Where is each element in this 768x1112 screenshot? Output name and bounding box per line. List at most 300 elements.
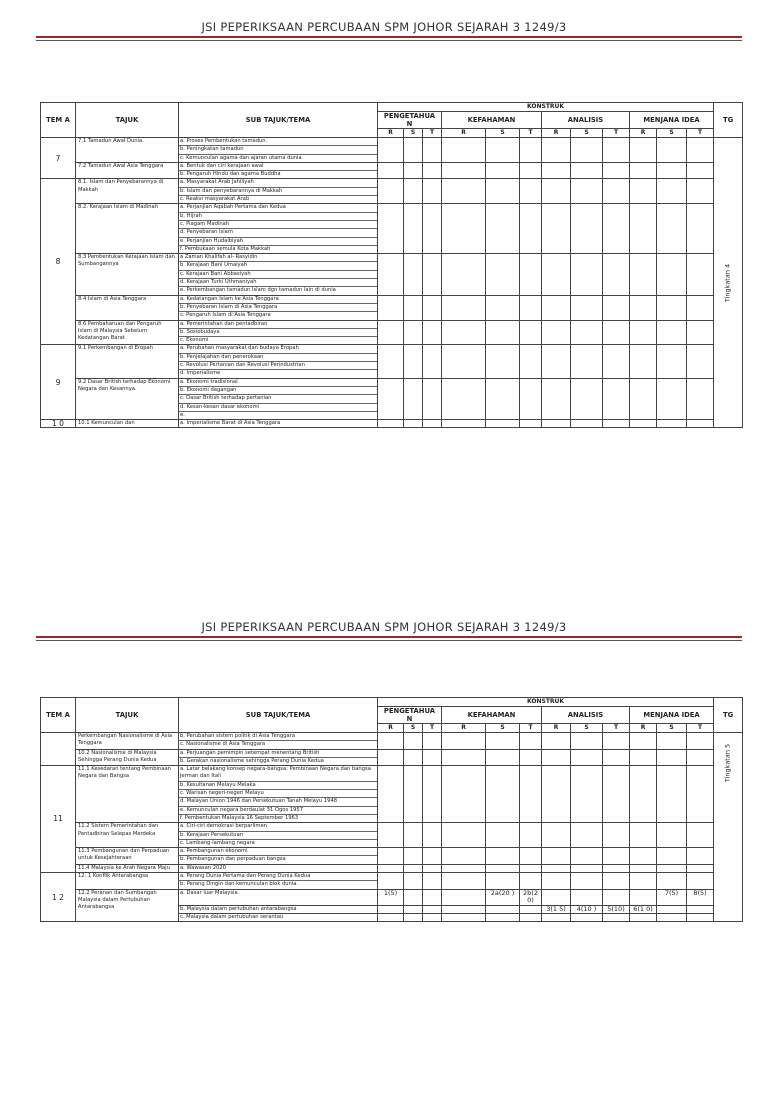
subtajuk-item: b. Kerajaan Persekutuan <box>179 832 377 840</box>
table-row <box>41 848 743 865</box>
mark-cell-pt <box>423 848 442 865</box>
mark-cell-ar <box>542 345 571 378</box>
mark-cell-kt <box>520 420 542 428</box>
mark-cell-ps <box>404 254 423 295</box>
header-t: T <box>520 724 542 733</box>
header-konstruk: KONSTRUK <box>378 698 714 707</box>
subtajuk-item: b. Penjelajahan dan penerokaan <box>179 354 377 362</box>
mark-cell-mt <box>687 138 714 163</box>
mark-cell-as <box>571 848 603 865</box>
subtajuk-item: c. Ekonomi <box>180 337 209 344</box>
mark-cell-mr <box>630 914 657 922</box>
mark-cell-pr <box>378 823 404 848</box>
subtajuk-cell <box>179 914 378 922</box>
subtajuk-item: a. Latar belakang konsep negara-bangsa: Pembinaan Negara dan bangsa Jerman dan Itali <box>179 766 377 782</box>
header-konstruk: KONSTRUK <box>378 103 714 112</box>
tajuk-cell: 7.1 Tamadun Awal Dunia. <box>76 138 179 163</box>
subtajuk-item: a Zaman Khalifah al- Rasyidin <box>179 254 377 262</box>
mark-cell-ks <box>486 345 520 378</box>
table-row <box>41 749 743 766</box>
mark-cell-pt <box>423 254 442 295</box>
header-menjana: MENJANA IDEA <box>630 707 714 724</box>
document-title: JSI PEPERIKSAAN PERCUBAAN SPM JOHOR SEJARAH 3 1249/3 <box>201 20 567 34</box>
subtajuk-item: a. Perubahan masyarakat dan budaya Eropah <box>179 345 377 353</box>
header-s: S <box>404 129 423 138</box>
mark-cell-ms <box>657 254 687 295</box>
tingkatan-cell <box>714 138 743 428</box>
mark-cell-ks <box>486 179 520 204</box>
subtajuk-item: c. Reaksi masyarakat Arab <box>180 196 250 203</box>
tajuk-cell: 11.3 Pembangunan dan Perpaduan untuk Kesejahteraan <box>76 848 179 865</box>
mark-cell-ks <box>486 733 520 750</box>
mark-cell-kr <box>442 138 486 163</box>
mark-cell-mt <box>687 733 714 750</box>
header-r: R <box>630 724 657 733</box>
mark-cell-as <box>571 420 603 428</box>
mark-cell-pt <box>423 138 442 163</box>
header-r: R <box>442 724 486 733</box>
mark-cell-ks <box>486 204 520 254</box>
table-row <box>41 320 743 345</box>
subtajuk-item: b. Kesultanan Melayu Melaka <box>179 782 377 790</box>
header-analisis: ANALISIS <box>542 112 630 129</box>
mark-cell-ms <box>657 873 687 890</box>
mark-cell-ps <box>404 378 423 419</box>
subtajuk-item: c. Dasar British terhadap pertanian <box>179 395 377 403</box>
header-pengetahuan: PENGETAHUA N <box>378 112 442 129</box>
mark-cell-ps <box>404 864 423 872</box>
mark-cell-mr: 6(1 0) <box>630 905 657 914</box>
tajuk-cell: 8.6 Pembaharuan dan Pengaruh Islam di Malaysia Sebelum Kedatangan Barat <box>76 320 179 345</box>
mark-cell-ar <box>542 179 571 204</box>
tajuk-cell: 10.2 Nasionalisme di Malaysia Sehingga Perang Dunia Kedua <box>76 749 179 766</box>
mark-cell-at <box>603 345 630 378</box>
mark-cell-at <box>603 295 630 320</box>
subtajuk-item: f. Pembukaan semula Kota Makkah <box>180 245 271 252</box>
subtajuk-item: b. Pembangunan dan perpaduan bangsa <box>180 856 286 863</box>
mark-cell-at <box>603 823 630 848</box>
mark-cell-pt <box>423 733 442 750</box>
tema-cell: 7 <box>41 138 76 179</box>
subtajuk-item: b. Malaysia dalam pertubuhan antarabangsa <box>180 905 297 912</box>
mark-cell-kr <box>442 914 486 922</box>
mark-cell-ms: 7(5) <box>657 889 687 905</box>
mark-cell-pr <box>378 378 404 419</box>
mark-cell-kt <box>520 914 542 922</box>
mark-cell-mt <box>687 179 714 204</box>
mark-cell-as <box>571 889 603 905</box>
header-t: T <box>603 129 630 138</box>
tema-cell: 1 2 <box>41 873 76 922</box>
mark-cell-as <box>571 914 603 922</box>
tema-cell <box>41 733 76 766</box>
mark-cell-mr <box>630 823 657 848</box>
tajuk-cell: 11.2 Sistem Pemerintahan dan Pentadbiran Selepas Merdeka <box>76 823 179 848</box>
mark-cell-ps <box>404 420 423 428</box>
subtajuk-cell <box>179 873 378 890</box>
subtajuk-cell <box>179 733 378 750</box>
mark-cell-mt: 8(5) <box>687 889 714 905</box>
mark-cell-pr <box>378 179 404 204</box>
header-t: T <box>520 129 542 138</box>
mark-cell-ks <box>486 766 520 823</box>
subtajuk-cell <box>179 345 378 378</box>
mark-cell-kr <box>442 254 486 295</box>
mark-cell-mt <box>687 295 714 320</box>
mark-cell-as <box>571 378 603 419</box>
header-t: T <box>423 129 442 138</box>
mark-cell-ar <box>542 889 571 905</box>
subtajuk-cell <box>179 749 378 766</box>
tajuk-cell: 11.1 Kesedaran tentang Pembinaan Negara dan Bangsa <box>76 766 179 823</box>
subtajuk-cell <box>179 864 378 872</box>
mark-cell-at <box>603 848 630 865</box>
mark-cell-ks <box>486 295 520 320</box>
mark-cell-pt <box>423 766 442 823</box>
mark-cell-pt <box>423 295 442 320</box>
mark-cell-mt <box>687 749 714 766</box>
mark-cell-kr <box>442 905 486 914</box>
mark-cell-at <box>603 162 630 179</box>
mark-cell-pt <box>423 905 442 914</box>
mark-cell-pr <box>378 345 404 378</box>
mark-cell-as <box>571 733 603 750</box>
header-tajuk: TAJUK <box>76 103 179 138</box>
mark-cell-at <box>603 138 630 163</box>
table-row <box>41 733 743 750</box>
subtajuk-item: a. Dasar luar Malaysia <box>180 889 238 896</box>
table-row <box>41 345 743 378</box>
mark-cell-ks: 2a(20 ) <box>486 889 520 905</box>
subtajuk-cell <box>179 162 378 179</box>
mark-cell-as <box>571 749 603 766</box>
mark-cell-ar <box>542 864 571 872</box>
mark-cell-ks <box>486 823 520 848</box>
mark-cell-ar <box>542 295 571 320</box>
mark-cell-kt <box>520 179 542 204</box>
mark-cell-ar <box>542 873 571 890</box>
header-s: S <box>486 129 520 138</box>
mark-cell-mr <box>630 873 657 890</box>
tajuk-cell: Perkembangan Nasionalisme di Asia Tenggara <box>76 733 179 750</box>
mark-cell-at <box>603 766 630 823</box>
mark-cell-kr <box>442 179 486 204</box>
mark-cell-ms <box>657 138 687 163</box>
subtajuk-cell <box>179 138 378 163</box>
mark-cell-at <box>603 378 630 419</box>
mark-cell-mr <box>630 295 657 320</box>
mark-cell-pt <box>423 823 442 848</box>
mark-cell-ps <box>404 766 423 823</box>
table-body-1 <box>41 138 743 428</box>
mark-cell-kr <box>442 864 486 872</box>
subtajuk-cell <box>179 420 378 428</box>
header-kefahaman: KEFAHAMAN <box>442 112 542 129</box>
mark-cell-ar <box>542 914 571 922</box>
table-row <box>41 295 743 320</box>
header-tg: TG <box>714 698 743 733</box>
subtajuk-cell <box>179 378 378 419</box>
subtajuk-item: a. Ekonomi tradisional <box>179 379 377 387</box>
mark-cell-ps <box>404 204 423 254</box>
table-row <box>41 864 743 872</box>
mark-cell-as <box>571 138 603 163</box>
mark-cell-mt <box>687 162 714 179</box>
mark-cell-ar <box>542 138 571 163</box>
mark-cell-as <box>571 823 603 848</box>
mark-cell-at <box>603 864 630 872</box>
mark-cell-ar <box>542 320 571 345</box>
header-tajuk: TAJUK <box>76 698 179 733</box>
subtajuk-item: c. Malaysia dalam pertubuhan serantau <box>180 914 284 921</box>
mark-cell-ms <box>657 823 687 848</box>
subtajuk-item: b. Islam dan penyebarannya di Makkah <box>179 188 377 196</box>
mark-cell-as <box>571 162 603 179</box>
tajuk-cell: 12.2 Peranan dan Sumbangan Malaysia dalam Pertubuhan Antarabangsa <box>76 889 179 922</box>
table-row <box>41 204 743 254</box>
mark-cell-ps <box>404 823 423 848</box>
tajuk-cell: 10.1 Kemunculan dan <box>76 420 179 428</box>
tajuk-cell: 8.2. Kerajaan Islam di Madinah <box>76 204 179 254</box>
mark-cell-pr <box>378 320 404 345</box>
mark-cell-kt <box>520 864 542 872</box>
mark-cell-ms <box>657 864 687 872</box>
mark-cell-mr <box>630 864 657 872</box>
subtajuk-cell <box>179 320 378 345</box>
mark-cell-pr <box>378 420 404 428</box>
mark-cell-ms <box>657 295 687 320</box>
mark-cell-ks <box>486 749 520 766</box>
subtajuk-item: d. Penyebaran Islam <box>179 229 377 237</box>
mark-cell-kt <box>520 848 542 865</box>
mark-cell-ps <box>404 733 423 750</box>
subtajuk-item: e. Perkembangan tamadun Islam dgn tamadun lain di dunia <box>180 287 336 294</box>
subtajuk-item: f. Pembentukan Malaysia 16 September 1963 <box>180 814 299 821</box>
mark-cell-pr <box>378 766 404 823</box>
mark-cell-mr <box>630 138 657 163</box>
mark-cell-pr <box>378 254 404 295</box>
tajuk-cell: 8.1. Islam dan Penyebarannya di Makkah <box>76 179 179 204</box>
mark-cell-ms <box>657 162 687 179</box>
tajuk-cell: 9.2 Dasar British terhadap Ekonomi Negara dan Kesannya. <box>76 378 179 419</box>
mark-cell-ps <box>404 162 423 179</box>
mark-cell-ps <box>404 295 423 320</box>
mark-cell-at <box>603 914 630 922</box>
subtajuk-item: b. Ekonomi dagangan <box>179 387 377 395</box>
mark-cell-mr <box>630 848 657 865</box>
subtajuk-item: a. Perjuangan pemimpin setempat menentang British <box>179 750 377 758</box>
mark-cell-mr <box>630 733 657 750</box>
mark-cell-mt <box>687 864 714 872</box>
mark-cell-ar <box>542 162 571 179</box>
mark-cell-as <box>571 345 603 378</box>
mark-cell-pr <box>378 162 404 179</box>
mark-cell-kr <box>442 162 486 179</box>
table-row <box>41 823 743 848</box>
tingkatan-label: Tingkatan 5 <box>723 743 732 783</box>
table-body-2 <box>41 733 743 922</box>
subtajuk-item: b. Peningkatan tamadun <box>179 146 377 154</box>
mark-cell-at <box>603 179 630 204</box>
mark-cell-mr <box>630 320 657 345</box>
header-r: R <box>630 129 657 138</box>
mark-cell-ms <box>657 766 687 823</box>
mark-cell-pt <box>423 420 442 428</box>
subtajuk-item: b. Perang Dingin dan kemunculan blok dunia. <box>180 881 299 888</box>
mark-cell-kt <box>520 204 542 254</box>
mark-cell-ps <box>404 179 423 204</box>
header-tema: TEM A <box>41 698 76 733</box>
header-s: S <box>404 724 423 733</box>
table-row <box>41 766 743 823</box>
mark-cell-mr <box>630 204 657 254</box>
mark-cell-pt <box>423 864 442 872</box>
subtajuk-item: c. Warisan negeri-negeri Melayu <box>179 790 377 798</box>
mark-cell-mr <box>630 162 657 179</box>
mark-cell-mt <box>687 345 714 378</box>
header-subtajuk: SUB TAJUK/TEMA <box>179 698 378 733</box>
title-rule <box>36 36 742 38</box>
mark-cell-ps <box>404 749 423 766</box>
mark-cell-kt <box>520 749 542 766</box>
mark-cell-ks <box>486 378 520 419</box>
subtajuk-item: c. Lambang-lambang negara <box>180 839 255 846</box>
tema-cell: 8 <box>41 179 76 345</box>
mark-cell-kt <box>520 766 542 823</box>
header-t: T <box>423 724 442 733</box>
subtajuk-item: b. Penyebaran Islam di Asia Tenggara <box>179 304 377 312</box>
subtajuk-item: e. Kemunculan negara berdaulat 31 Ogos 1957 <box>179 807 377 815</box>
mark-cell-pr <box>378 864 404 872</box>
mark-cell-ar <box>542 766 571 823</box>
mark-cell-as <box>571 179 603 204</box>
mark-cell-kr <box>442 749 486 766</box>
mark-cell-at <box>603 204 630 254</box>
subtajuk-item: a. Kedatangan Islam ke Asia Tenggara <box>179 296 377 304</box>
mark-cell-pr <box>378 733 404 750</box>
mark-cell-mr <box>630 179 657 204</box>
mark-cell-ar <box>542 254 571 295</box>
header-r: R <box>542 129 571 138</box>
header-tg: TG <box>714 103 743 138</box>
mark-cell-ms <box>657 914 687 922</box>
tajuk-cell: 11.4 Malaysia ke Arah Negara Maju <box>76 864 179 872</box>
table-row <box>41 162 743 179</box>
subtajuk-item: c. Revolusi Pertanian dan Revolusi Perindustrian <box>179 362 377 370</box>
mark-cell-kr <box>442 733 486 750</box>
header-r: R <box>378 129 404 138</box>
mark-cell-kt: 2b(2 0) <box>520 889 542 905</box>
header-s: S <box>571 724 603 733</box>
mark-cell-pt <box>423 320 442 345</box>
mark-cell-ms <box>657 848 687 865</box>
subtajuk-item: b. Gerakan nasionalisme sehingga Perang Dunia Kedua <box>180 757 324 764</box>
subtajuk-item: c. Piagam Madinah <box>179 221 377 229</box>
mark-cell-at <box>603 733 630 750</box>
jsi-table-2 <box>40 697 743 922</box>
tema-cell: 1 0 <box>41 420 76 428</box>
table-row <box>41 378 743 419</box>
subtajuk-cell <box>179 905 378 914</box>
mark-cell-kr <box>442 378 486 419</box>
mark-cell-kr <box>442 320 486 345</box>
mark-cell-kr <box>442 848 486 865</box>
mark-cell-kr <box>442 766 486 823</box>
mark-cell-mt <box>687 848 714 865</box>
mark-cell-ks <box>486 905 520 914</box>
mark-cell-kt <box>520 320 542 345</box>
mark-cell-pr <box>378 848 404 865</box>
mark-cell-kr <box>442 295 486 320</box>
header-pengetahuan: PENGETAHUA N <box>378 707 442 724</box>
header-r: R <box>378 724 404 733</box>
header-analisis: ANALISIS <box>542 707 630 724</box>
mark-cell-ar: 3(1 5) <box>542 905 571 914</box>
mark-cell-at <box>603 420 630 428</box>
mark-cell-kr <box>442 420 486 428</box>
mark-cell-ps <box>404 138 423 163</box>
subtajuk-item: e. <box>180 411 185 418</box>
subtajuk-cell <box>179 823 378 848</box>
mark-cell-pt <box>423 162 442 179</box>
mark-cell-ks <box>486 162 520 179</box>
mark-cell-as <box>571 295 603 320</box>
mark-cell-kt <box>520 905 542 914</box>
header-s: S <box>571 129 603 138</box>
mark-cell-mr <box>630 889 657 905</box>
mark-cell-ms <box>657 345 687 378</box>
mark-cell-mr <box>630 420 657 428</box>
mark-cell-ar <box>542 204 571 254</box>
mark-cell-kr <box>442 823 486 848</box>
mark-cell-as <box>571 254 603 295</box>
mark-cell-kr <box>442 889 486 905</box>
header-r: R <box>542 724 571 733</box>
mark-cell-kr <box>442 345 486 378</box>
mark-cell-at <box>603 749 630 766</box>
mark-cell-pt <box>423 345 442 378</box>
mark-cell-ks <box>486 864 520 872</box>
subtajuk-item: a. Perjanjian Aqabah Pertama dan Kedua <box>179 204 377 212</box>
mark-cell-ms <box>657 749 687 766</box>
tajuk-cell: 8.4 Islam di Asia Tenggara <box>76 295 179 320</box>
mark-cell-mt <box>687 420 714 428</box>
mark-cell-mt <box>687 905 714 914</box>
subtajuk-item: c. Nasionalisme di Asia Tenggara <box>180 741 266 748</box>
mark-cell-pr <box>378 138 404 163</box>
mark-cell-ps <box>404 889 423 905</box>
mark-cell-mr <box>630 345 657 378</box>
mark-cell-pr <box>378 914 404 922</box>
jsi-table-1 <box>40 102 743 428</box>
mark-cell-kt <box>520 873 542 890</box>
mark-cell-ar <box>542 749 571 766</box>
subtajuk-item: b. Pengaruh Hindu dan agama Buddha <box>180 171 281 178</box>
mark-cell-kr <box>442 204 486 254</box>
mark-cell-kt <box>520 254 542 295</box>
subtajuk-item: a. Masyarakat Arab Jahiliyah <box>179 179 377 187</box>
subtajuk-item: a. Ciri-ciri demokrasi berparlimen <box>179 823 377 831</box>
mark-cell-mr <box>630 378 657 419</box>
page-two <box>0 600 768 1112</box>
mark-cell-pt <box>423 749 442 766</box>
mark-cell-at <box>603 320 630 345</box>
mark-cell-ar <box>542 823 571 848</box>
header-menjana: MENJANA IDEA <box>630 112 714 129</box>
header-r: R <box>442 129 486 138</box>
mark-cell-pt <box>423 873 442 890</box>
title-rule-dark <box>36 40 742 41</box>
